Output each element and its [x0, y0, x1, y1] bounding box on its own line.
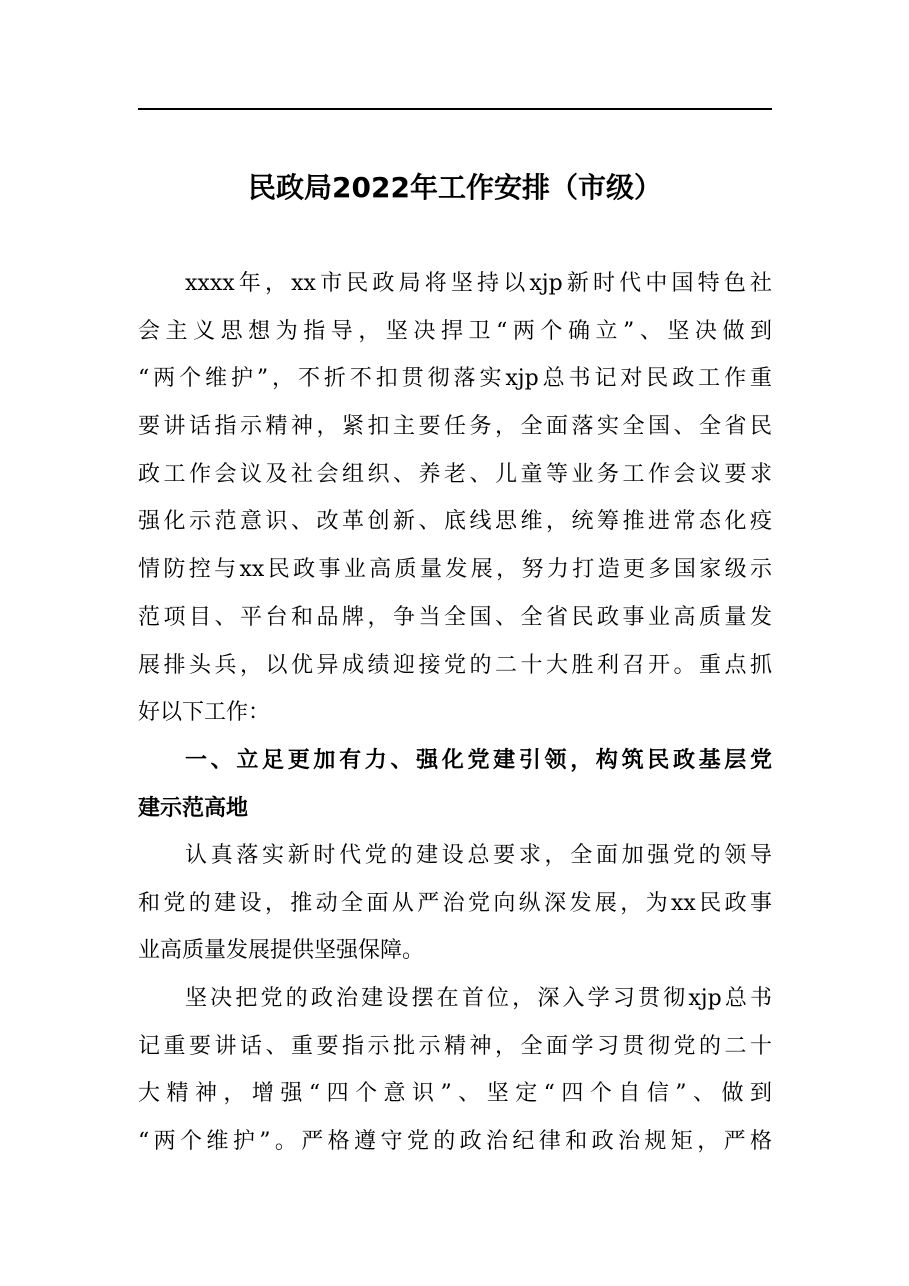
section-heading-1 [138, 737, 772, 832]
body-paragraph-3 [138, 975, 772, 1166]
text-line: 范项目、平台和品牌，争当全国、全省民政事业高质量发 [138, 604, 772, 630]
text-line: 大精神，增强“四个意识”、坚定“四个自信”、做到 [138, 1081, 772, 1107]
heading-line: 建示范高地 [138, 795, 249, 821]
text-line: 认真落实新时代党的建设总要求，全面加强党的领导 [185, 843, 772, 868]
text-line: 情防控与xx民政事业高质量发展，努力打造更多国家级示 [138, 557, 772, 583]
text-line: xxxx年，xx市民政局将坚持以xjp新时代中国特色社 [185, 271, 772, 296]
text-line: “两个维护”，不折不扣贯彻落实xjp总书记对民政工作重 [138, 366, 772, 392]
text-line: 会主义思想为指导，坚决捍卫“两个确立”、坚决做到 [138, 318, 772, 344]
text-line: 坚决把党的政治建设摆在首位，深入学习贯彻xjp总书 [185, 986, 772, 1011]
text-line: 强化示范意识、改革创新、底线思维，统筹推进常态化疫 [138, 509, 772, 535]
document-title: 民政局2022年工作安排（市级） [248, 171, 662, 204]
text-line: 和党的建设，推动全面从严治党向纵深发展，为xx民政事 [138, 890, 772, 916]
body-paragraph-2 [138, 832, 772, 975]
text-line: 业高质量发展提供坚强保障。 [138, 938, 425, 964]
text-line: 展排头兵，以优异成绩迎接党的二十大胜利召开。重点抓 [138, 652, 772, 678]
text-line: 记重要讲话、重要指示批示精神，全面学习贯彻党的二十 [138, 1033, 772, 1059]
header-rule [138, 108, 772, 110]
text-line: 要讲话指示精神，紧扣主要任务，全面落实全国、全省民 [138, 414, 772, 440]
text-line: 好以下工作： [138, 700, 271, 726]
heading-line: 一、立足更加有力、强化党建引领，构筑民政基层党 [185, 748, 772, 773]
text-line: 政工作会议及社会组织、养老、儿童等业务工作会议要求 [138, 461, 772, 487]
text-line: “两个维护”。严格遵守党的政治纪律和政治规矩，严格 [138, 1129, 772, 1155]
intro-paragraph [138, 260, 772, 737]
